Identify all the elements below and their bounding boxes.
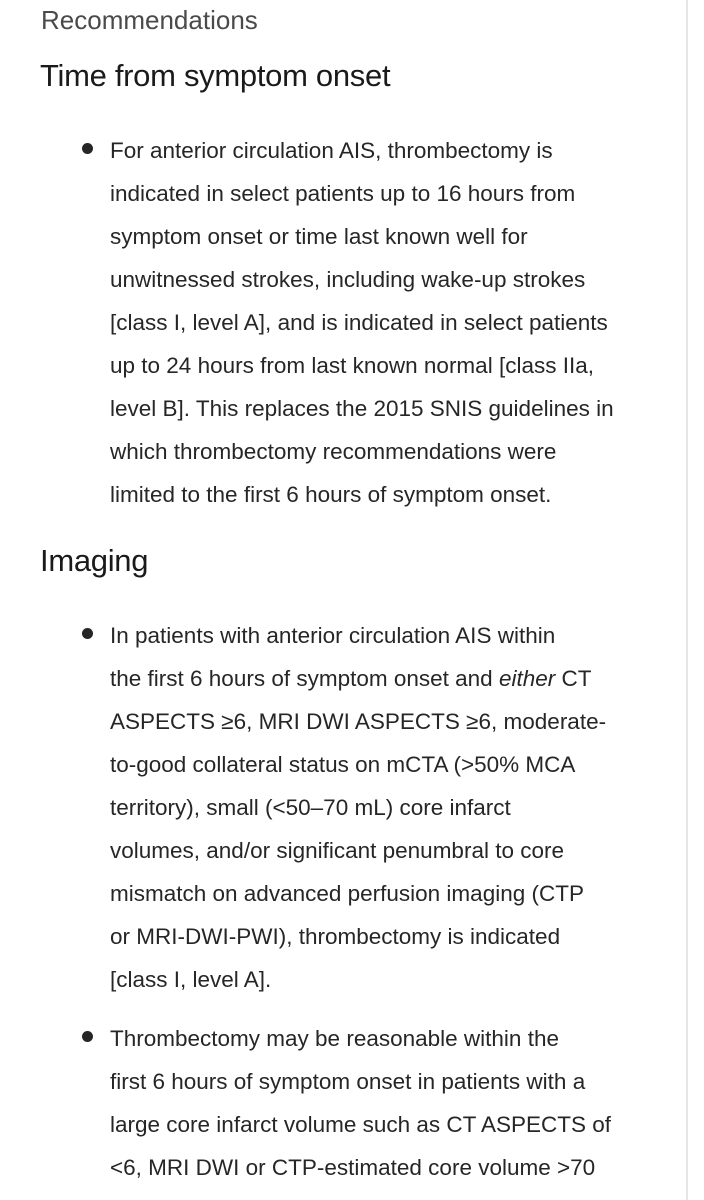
text-line: [class I, level A]. — [110, 967, 272, 992]
text-line: Thrombectomy may be reasonable within the — [110, 1026, 559, 1051]
text-line: or MRI-DWI-PWI), thrombectomy is indicated — [110, 924, 561, 949]
emphasized-text: either — [498, 666, 556, 691]
bullet-imaging-large-core — [110, 1017, 670, 1189]
text-line: volumes, and/or significant penumbral to core — [110, 838, 564, 863]
text-line: <6, MRI DWI or CTP-estimated core volume >70 — [110, 1155, 596, 1180]
text-line: For anterior circulation AIS, thrombectomy is — [110, 138, 553, 163]
text-line: up to 24 hours from last known normal [class IIa, — [110, 353, 594, 378]
text-fragment: the first 6 hours of symptom onset and — [110, 666, 499, 691]
bullet-point-icon — [82, 1031, 93, 1042]
text-line: ASPECTS ≥6, MRI DWI ASPECTS ≥6, moderate- — [110, 709, 607, 734]
text-fragment: CT — [555, 666, 592, 691]
text-line: In patients with anterior circulation AIS within — [110, 623, 556, 648]
text-line: [class I, level A], and is indicated in select patients — [110, 310, 608, 335]
bullet-time-onset — [110, 129, 670, 516]
heading-imaging: Imaging — [40, 543, 149, 578]
bullet-point-icon — [82, 143, 93, 154]
text-line: territory), small (<50–70 mL) core infarct — [110, 795, 511, 820]
text-line: mismatch on advanced perfusion imaging (CTP — [110, 881, 584, 906]
bullet-text — [110, 614, 670, 1001]
text-line: unwitnessed strokes, including wake-up strokes — [110, 267, 586, 292]
text-line — [110, 657, 670, 700]
bullet-text — [110, 1017, 670, 1189]
text-line: indicated in select patients up to 16 hours from — [110, 181, 576, 206]
bullet-text — [110, 129, 670, 516]
text-line: level B]. This replaces the 2015 SNIS guidelines in — [110, 396, 614, 421]
section-label: Recommendations — [41, 5, 258, 35]
text-line: first 6 hours of symptom onset in patients with a — [110, 1069, 586, 1094]
text-line: to-good collateral status on mCTA (>50% MCA — [110, 752, 576, 777]
text-line: symptom onset or time last known well for — [110, 224, 528, 249]
bullet-point-icon — [82, 628, 93, 639]
text-line: limited to the first 6 hours of symptom onset. — [110, 482, 552, 507]
text-line: which thrombectomy recommendations were — [110, 439, 557, 464]
text-line: large core infarct volume such as CT ASPECTS of — [110, 1112, 612, 1137]
heading-time-from-onset: Time from symptom onset — [40, 58, 391, 93]
bullet-imaging-aspects — [110, 614, 670, 1001]
